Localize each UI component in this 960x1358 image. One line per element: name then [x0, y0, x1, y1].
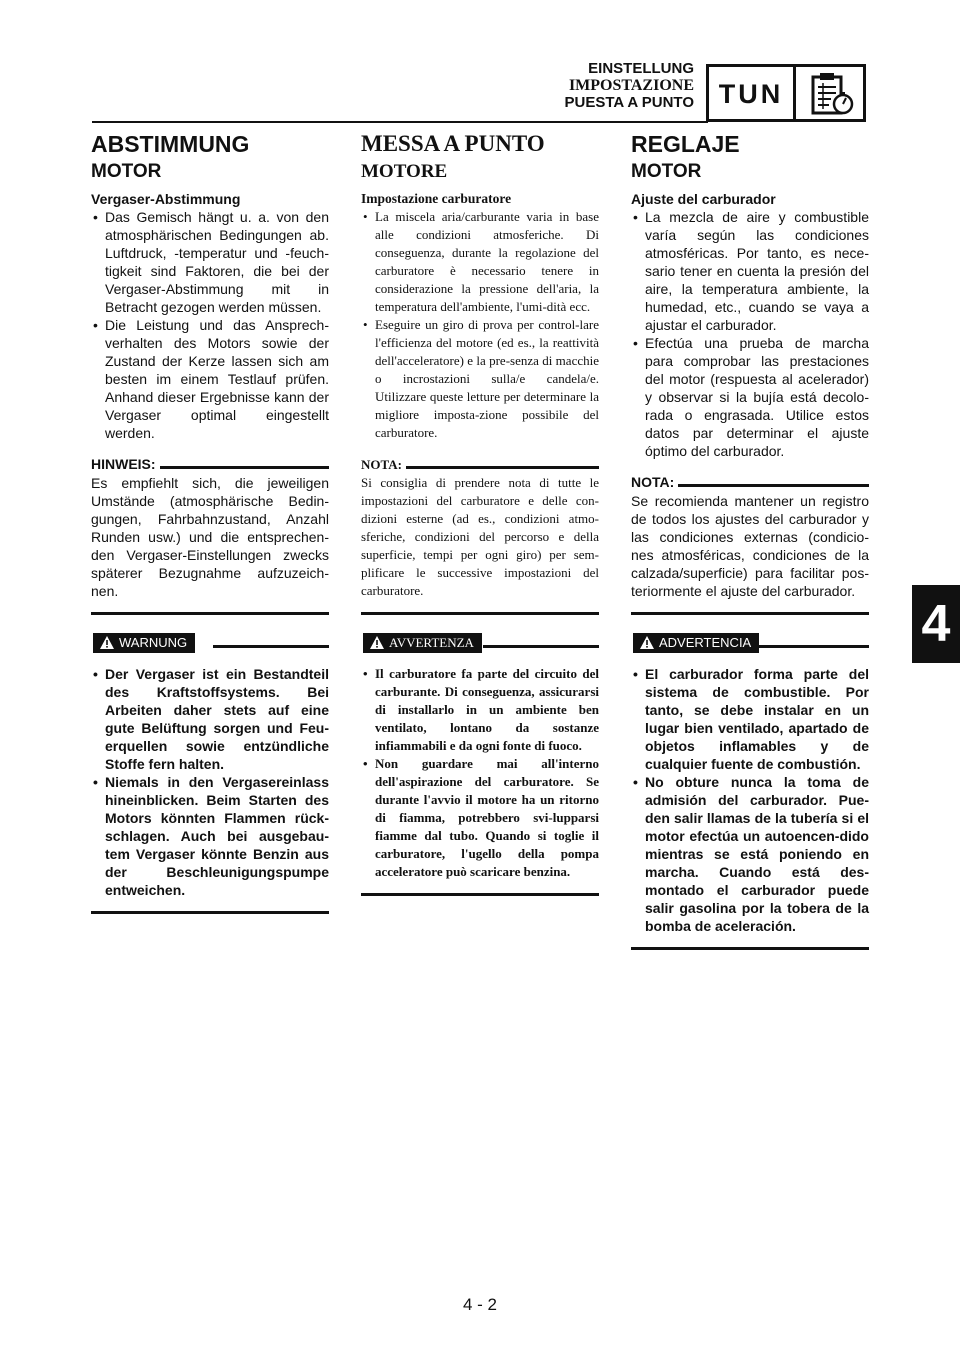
- warning-end-rule: [91, 911, 329, 914]
- note-header: [91, 456, 329, 474]
- subsection-heading: Ajuste del carburador: [631, 191, 776, 207]
- note-label: NOTA:: [631, 474, 678, 490]
- bullet-list: [361, 208, 599, 442]
- header-title-es: PUESTA A PUNTO: [564, 94, 694, 111]
- warning-badge: [363, 633, 482, 653]
- note-label: NOTA:: [361, 457, 406, 472]
- warning-list: [361, 665, 599, 881]
- section-heading: MOTOR: [631, 161, 702, 182]
- list-item: • No obture nunca la toma de admisión del carburador. Pue-den salir llamas de la tubería si el motor efectúa un autoencen-dido mientras se está poniendo en marcha. Cuando está des-montado el carburador puede salir gasolina por la tobera de la bomba de aceleración.: [631, 773, 869, 935]
- clipboard-stopwatch-icon: [809, 71, 857, 122]
- subsection-heading: Impostazione carburatore: [361, 191, 512, 206]
- list-item: • Die Leistung und das Ansprech-verhalten des Motors sowie der Zustand der Kerze lassen sich am besten im einem Testlauf prüfen. Anhand dieser Ergebnisse kann der Vergaser optimal eingestellt werden.: [91, 316, 329, 442]
- list-item: • La mezcla de aire y combustible varía según las condiciones atmosféricas. Por tanto, es nece-sario tener en cuenta la presión del aire, la temperatura ambiente, la humedad, etc., cuando se vaya a ajustar el carburador.: [631, 208, 869, 334]
- list-item: • El carburador forma parte del sistema de combustible. Por tanto, se debe instalar en un lugar bien ventilado, apartado de objetos inflamables y de cualquier fuente de combustión.: [631, 665, 869, 773]
- note-text: Es empfiehlt sich, die jeweiligen Umstände (atmosphärische Bedin-gungen, Fahrbahnzustand, Anzahl Runden usw.) und die entsprechen-den Vergaser-Einstellungen zwecks späterer Bezugnahme aufzuzeich-nen.: [91, 475, 329, 599]
- column-title: ABSTIMMUNG: [91, 131, 250, 157]
- page-number: 4 - 2: [462, 1295, 498, 1314]
- note-text: Si consiglia di prendere nota di tutte le impostazioni del carburatore e delle con-dizioni esterne (ad es., condizioni atmo-sferiche, condizioni del percorso e della superficie, tempi per ogni giro) per sem-plificare le successive impostazioni del carburatore.: [361, 475, 599, 598]
- warning-triangle-icon: [640, 636, 654, 649]
- note-label: HINWEIS:: [91, 456, 160, 472]
- list-item: • Niemals in den Vergasereinlass hineinblicken. Beim Starten des Motors könnten Flammen rück-schlagen. Auch bei ausgebau-tem Vergaser könnte Benzin aus der Beschleunigungspumpe entweichen.: [91, 773, 329, 899]
- column-title: REGLAJE: [631, 131, 740, 157]
- note-text: Se recomienda mantener un registro de todos los ajustes del carburador y las condiciones externas (condicio-nes atmosféricas, condiciones de la calzada/superficie) para facilitar pos-teriormente el ajuste del carburador.: [631, 493, 869, 599]
- list-item: • Non guardare mai all'interno dell'aspirazione del carburatore. Se durante l'avvio il motore ha un ritorno di fiamma, potrebbero svi-lupparsi fiamme dal tubo. Quando si toglie il carburatore, l'ugello della pompa acceleratore può scaricare benzina.: [361, 755, 599, 881]
- header-title-de: EINSTELLUNG: [588, 60, 694, 77]
- column-german: [91, 128, 329, 914]
- list-item: • Efectúa una prueba de marcha para comprobar las prestaciones del motor (respuesta al acelerador) y observar si la bujía está decolo-rada o engrasada. Utilice estos datos par determinar el ajuste óptimo del carburador.: [631, 334, 869, 460]
- bullet-list: [631, 208, 869, 460]
- warning-rule: [483, 645, 599, 648]
- header-title-it: IMPOSTAZIONE: [568, 77, 694, 94]
- warning-rule: [753, 645, 869, 648]
- column-spanish: [631, 128, 869, 950]
- header-titles: [565, 60, 694, 111]
- warning-end-rule: [361, 893, 599, 896]
- list-item: • Das Gemisch hängt u. a. von den atmosphärischen Bedingungen ab. Luftdruck, -temperatur und -feuch-tigkeit sind Faktoren, die bei der Vergaser-Abstimmung mit in Betracht gezogen werden müssen.: [91, 208, 329, 316]
- chapter-tab: 4: [912, 585, 960, 663]
- note-end-rule: [91, 612, 329, 615]
- warning-end-rule: [631, 947, 869, 950]
- note-end-rule: [631, 612, 869, 615]
- column-title: MESSA A PUNTO: [361, 131, 545, 156]
- note-header: [361, 456, 599, 474]
- warning-header: [631, 633, 869, 655]
- warning-label: WARNUNG: [119, 635, 188, 650]
- warning-triangle-icon: [100, 636, 114, 649]
- section-heading: MOTORE: [361, 161, 448, 182]
- header-rule: [92, 121, 708, 123]
- warning-label: ADVERTENCIA: [659, 635, 752, 650]
- warning-header: [91, 633, 329, 655]
- bullet-list: [91, 208, 329, 442]
- warning-list: [631, 665, 869, 935]
- list-item: • Il carburatore fa parte del circuito del carburante. Di conseguenza, assicurarsi di installarlo in un ambiente ben ventilato, lontano da sostanze infiammabili e da ogni fonte di fuoco.: [361, 665, 599, 755]
- section-heading: MOTOR: [91, 161, 162, 182]
- subsection-heading: Vergaser-Abstimmung: [91, 191, 241, 207]
- warning-rule: [213, 645, 329, 648]
- section-code-box: [706, 64, 866, 122]
- warning-badge: [93, 633, 195, 653]
- section-code: TUN: [718, 79, 784, 109]
- list-item: • Eseguire un giro di prova per control-lare l'efficienza del motore (ed es., la reattività dell'acceleratore) e la pre-senza di macchie o incrostazioni sulla/e candela/e. Utilizzare queste letture per determinare la migliore imposta-zione possibile del carburatore.: [361, 316, 599, 442]
- warning-badge: [633, 633, 759, 653]
- warning-triangle-icon: [370, 636, 384, 649]
- warning-label: AVVERTENZA: [389, 635, 474, 650]
- column-italian: [361, 128, 599, 896]
- warning-header: [361, 633, 599, 655]
- note-header: [631, 474, 869, 492]
- section-code-divider: [793, 67, 796, 119]
- note-end-rule: [361, 612, 599, 615]
- list-item: • La miscela aria/carburante varia in base alle condizioni atmosferiche. Di conseguenza, durante la regolazione del carburatore è necessario tenere in considerazione la pressione dell'aria, la temperatura dell'ambiente, l'umi-dità ecc.: [361, 208, 599, 316]
- list-item: • Der Vergaser ist ein Bestandteil des Kraftstoffsystems. Bei Arbeiten daher stets auf eine gute Belüftung sorgen und Feu-erquellen sowie entzündliche Stoffe fern halten.: [91, 665, 329, 773]
- warning-list: [91, 665, 329, 899]
